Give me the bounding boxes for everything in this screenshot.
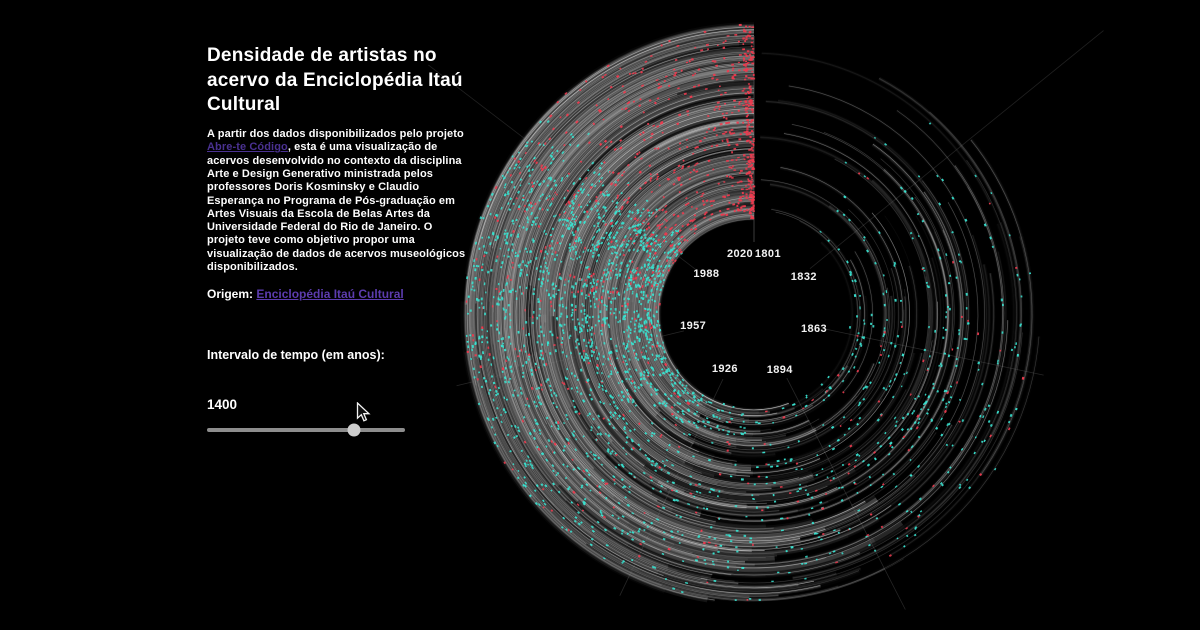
time-interval-control: [207, 348, 469, 432]
year-label: 1894: [766, 364, 793, 377]
year-label: 2020: [727, 247, 754, 260]
slider-value: 1400: [207, 397, 238, 413]
year-label: 1988: [693, 268, 720, 281]
description-text-before: A partir dos dados disponibilizados pelo projeto: [207, 128, 464, 141]
abre-te-codigo-link[interactable]: Abre-te Código: [207, 141, 288, 154]
year-label: 1801: [754, 247, 781, 260]
year-label: 1957: [680, 319, 707, 332]
slider-label: Intervalo de tempo (em anos):: [207, 348, 385, 363]
project-description: [207, 128, 469, 274]
year-label: 1832: [790, 271, 817, 284]
origin-line: [207, 287, 469, 301]
year-label: 1926: [711, 362, 738, 375]
description-text-after: , esta é uma visualização de acervos desenvolvido no contexto da disciplina Arte e Design Generativo ministrada pelos professores Doris Kosminsky e Claudio Esperança no Programa de Pós-graduação em Artes Visuais da Escola de Belas Artes da Universidade Federal do Rio de Janeiro. O projeto teve como objetivo propor uma visualização de dados de acervos museológicos disponibilizados.: [207, 141, 466, 274]
origin-label: Origem:: [207, 287, 254, 302]
sidebar: [207, 44, 469, 432]
slider-thumb[interactable]: [347, 424, 360, 437]
year-label: 1863: [801, 323, 828, 336]
time-interval-slider[interactable]: [207, 428, 405, 432]
page-title: Densidade de artistas no acervo da Enciclopédia Itaú Cultural: [207, 45, 463, 116]
origin-link[interactable]: Enciclopédia Itaú Cultural: [256, 287, 404, 302]
